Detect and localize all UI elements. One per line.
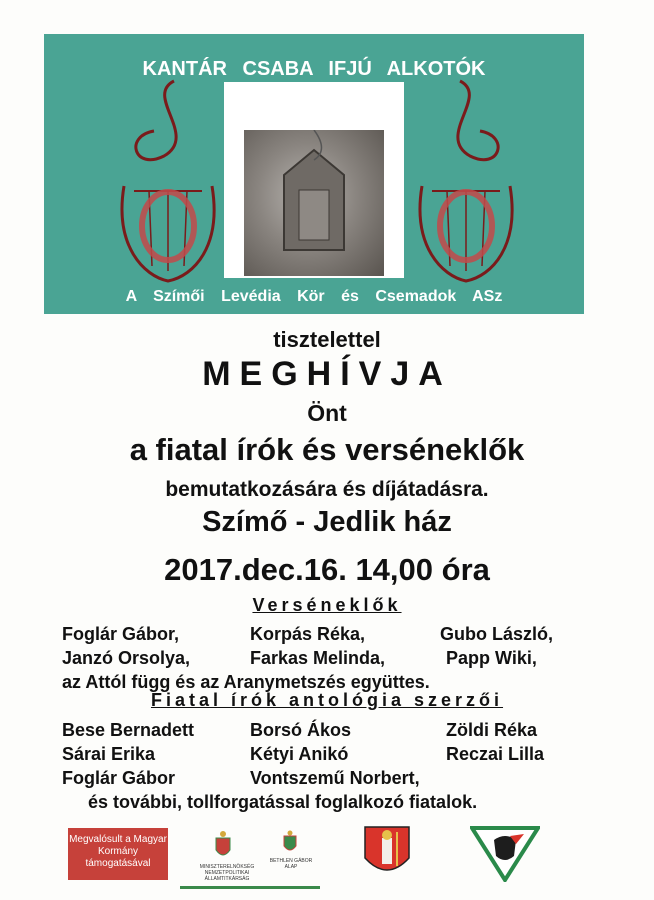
village-crest-icon xyxy=(362,824,412,882)
government-support-logo: Megvalósult a Magyar Kormány támogatásával xyxy=(68,828,168,880)
plaque-photo xyxy=(244,130,384,276)
singer-name: Gubo László, xyxy=(440,624,554,644)
lyre-ornament-left-icon xyxy=(104,76,232,296)
invites-heading: MEGHÍVJA xyxy=(202,355,452,393)
singer-name: Foglár Gábor, xyxy=(62,624,180,644)
venue-text: Szímő - Jedlik ház xyxy=(202,506,452,538)
singers-note: az Attól függ és az Aranymetszés együttes. xyxy=(62,672,430,692)
levedia-club-logo-icon xyxy=(470,826,540,882)
writer-name: Kétyi Anikó xyxy=(250,744,349,764)
writers-note: és további, tollforgatással foglalkozó fiatalok. xyxy=(88,792,478,812)
politely-text: tisztelettel xyxy=(273,327,381,352)
logo-underline xyxy=(180,886,320,889)
singer-name: Janzó Orsolya, xyxy=(62,648,191,668)
coat-of-arms-icon xyxy=(214,830,232,860)
bethlen-fund-icon xyxy=(282,830,298,856)
event-headline: a fiatal írók és verséneklők xyxy=(129,432,525,467)
singer-name: Farkas Melinda, xyxy=(250,648,386,668)
ministry-text: MINISZTERELNÖKSÉG NEMZETPOLITIKAI ÁLLAMTITKÁRSÁG xyxy=(199,864,255,882)
singers-title: Verséneklők xyxy=(252,595,402,615)
writer-name: Zöldi Réka xyxy=(446,720,538,740)
writer-name: Sárai Erika xyxy=(62,744,156,764)
datetime-text: 2017.dec.16. 14,00 óra xyxy=(164,552,490,587)
event-banner xyxy=(44,34,584,314)
you-text: Önt xyxy=(307,400,347,426)
writer-name: Reczai Lilla xyxy=(446,744,545,764)
writer-name: Foglár Gábor xyxy=(62,768,176,788)
banner-title-line1: KANTÁR CSABA IFJÚ ALKOTÓK xyxy=(142,58,486,80)
lyre-ornament-right-icon xyxy=(402,76,530,296)
writers-title: Fiatal írók antológia szerzői xyxy=(150,690,504,710)
bethlen-text: BETHLEN GÁBOR ALAP xyxy=(269,858,313,870)
singer-name: Korpás Réka, xyxy=(250,624,366,644)
writer-name: Bese Bernadett xyxy=(62,720,195,740)
banner-organizers: A Szímői Levédia Kör és Csemadok ASz xyxy=(125,288,503,305)
writer-name: Vontszemű Norbert, xyxy=(250,768,420,788)
sponsor-logos xyxy=(0,820,654,890)
event-subline: bemutatkozására és díjátadásra. xyxy=(165,478,489,501)
writer-name: Borsó Ákos xyxy=(250,720,352,740)
ministry-logo xyxy=(180,830,320,880)
singer-name: Papp Wiki, xyxy=(446,648,537,668)
